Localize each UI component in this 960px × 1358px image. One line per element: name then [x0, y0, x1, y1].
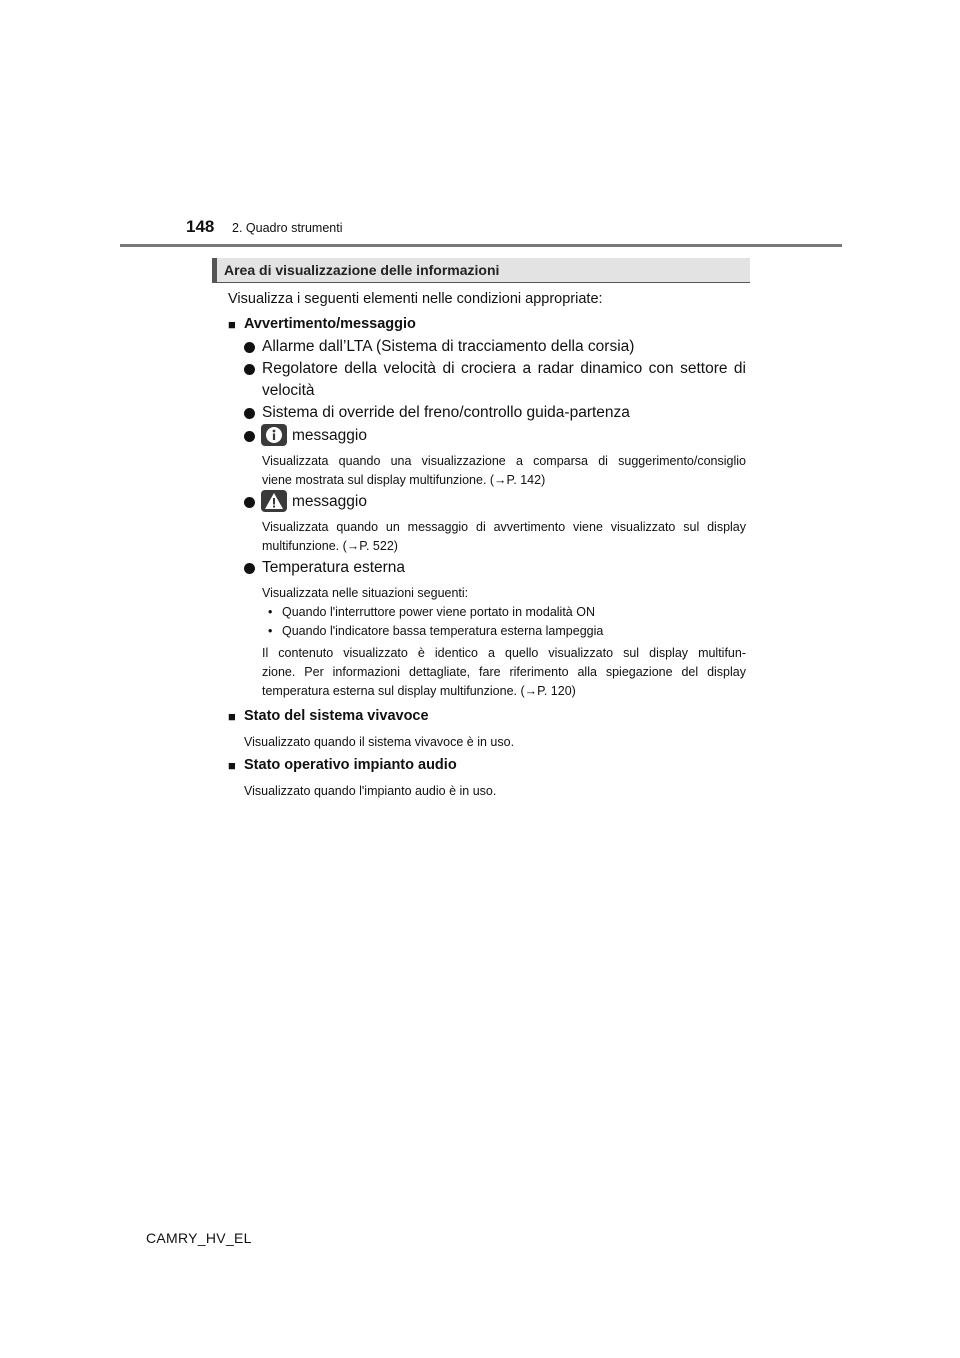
section-accent	[212, 258, 217, 282]
round-bullet-icon	[244, 497, 255, 508]
bullet-marker: •	[268, 624, 273, 638]
temp-note-line1: Il contenuto visualizzato è identico a quello visualizzato sul display multifun-	[262, 646, 746, 660]
temp-desc: Visualizzata nelle situazioni seguenti:	[262, 586, 469, 600]
group-title-audio: Stato operativo impianto audio	[244, 757, 457, 773]
bullet-marker: •	[268, 605, 273, 619]
header-divider	[120, 244, 842, 247]
round-bullet-icon	[244, 342, 255, 353]
round-bullet-icon	[244, 408, 255, 419]
model-code: CAMRY_HV_EL	[146, 1230, 252, 1246]
temp-bullet1: Quando l'interruttore power viene portato in modalità ON	[282, 605, 595, 619]
item-cruise-line2: velocità	[262, 382, 315, 399]
warning-triangle-icon	[261, 490, 287, 512]
info-desc-line2: viene mostrata sul display multifunzione. (→P. 142)	[262, 473, 546, 487]
round-bullet-icon	[244, 431, 255, 442]
audio-desc: Visualizzato quando l'impianto audio è in uso.	[244, 784, 497, 798]
temp-note-line3: temperatura esterna sul display multifunzione. (→P. 120)	[262, 684, 576, 698]
warning-desc-line1: Visualizzata quando un messaggio di avvertimento viene visualizzato sul display	[262, 520, 746, 534]
item-temperature: Temperatura esterna	[262, 559, 406, 576]
square-bullet-icon: ■	[228, 709, 236, 724]
item-lta: Allarme dall’LTA (Sistema di tracciamento della corsia)	[262, 338, 635, 355]
section-intro: Visualizza i seguenti elementi nelle condizioni appropriate:	[228, 291, 603, 307]
item-cruise-line1: Regolatore della velocità di crociera a radar dinamico con settore di	[262, 360, 746, 377]
item-override: Sistema di override del freno/controllo guida-partenza	[262, 404, 630, 421]
group-title-handsfree: Stato del sistema vivavoce	[244, 708, 429, 724]
group-title-warning: Avvertimento/messaggio	[244, 316, 416, 332]
temp-note-line2: zione. Per informazioni dettagliate, fare riferimento alla spiegazione del display	[262, 665, 746, 679]
info-desc-line1: Visualizzata quando una visualizzazione a comparsa di suggerimento/consiglio	[262, 454, 746, 468]
round-bullet-icon	[244, 364, 255, 375]
page-number: 148	[186, 217, 215, 236]
temp-bullet2: Quando l'indicatore bassa temperatura esterna lampeggia	[282, 624, 604, 638]
square-bullet-icon: ■	[228, 317, 236, 332]
info-icon	[261, 424, 287, 446]
square-bullet-icon: ■	[228, 758, 236, 773]
chapter-title: 2. Quadro strumenti	[232, 221, 343, 235]
warning-desc-line2: multifunzione. (→P. 522)	[262, 539, 398, 553]
item-warning-message: messaggio	[292, 493, 367, 510]
handsfree-desc: Visualizzato quando il sistema vivavoce è in uso.	[244, 735, 515, 749]
round-bullet-icon	[244, 563, 255, 574]
section-title-bar	[212, 258, 750, 283]
item-info-message: messaggio	[292, 427, 367, 444]
section-title: Area di visualizzazione delle informazioni	[224, 262, 500, 278]
